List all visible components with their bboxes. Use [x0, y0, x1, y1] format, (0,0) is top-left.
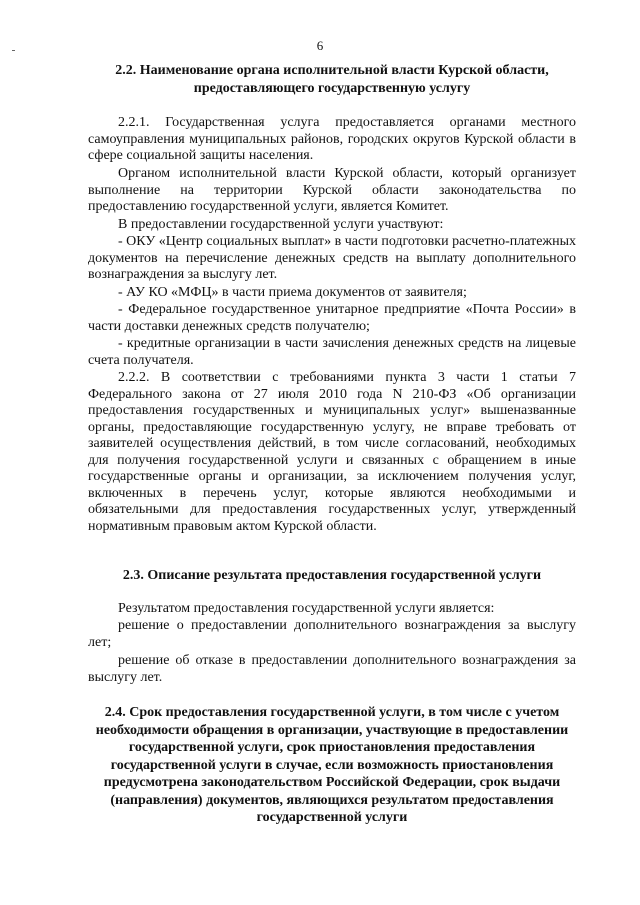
- paragraph: 2.2.1. Государственная услуга предоставляется органами местного самоуправления муниципальных районов, городских округов Курской области в сфере социальной защиты населения.: [88, 115, 576, 163]
- section-heading-2-2: 2.2. Наименование органа исполнительной власти Курской области, предоставляющего государственную услугу: [115, 63, 549, 96]
- paragraph: - кредитные организации в части зачисления денежных средств на лицевые счета получателя.: [88, 336, 576, 368]
- paragraph: - Федеральное государственное унитарное предприятие «Почта России» в части доставки денежных средств получателю;: [88, 302, 576, 334]
- section-heading-2-3: 2.3. Описание результата предоставления государственной услуги: [122, 568, 542, 583]
- paragraph: В предоставлении государственной услуги участвуют:: [118, 217, 444, 232]
- paragraph: Органом исполнительной власти Курской области, который организует выполнение на территории Курской области законодательства по предоставлению государственной услуги, является Комитет.: [88, 166, 576, 214]
- paragraph: 2.2.2. В соответствии с требованиями пункта 3 части 1 статьи 7 Федерального закона от 27 июля 2010 года N 210-ФЗ «Об организации предоставления государственных и муниципальных услуг» вышеназванные органы, предоставляющие государственную услугу, не вправе требовать от заявителей осуществления действий, в том числе согласований, необходимых для получения государственной услуги и связанных с обращением в иные государственные органы и организации, за исключением получения услуг, включенных в перечень услуг, которые являются необходимыми и обязательными для предоставления государственных услуг, утвержденный нормативным правовым актом Курской области.: [88, 370, 576, 534]
- paragraph: решение об отказе в предоставлении дополнительного вознаграждения за выслугу лет.: [88, 653, 576, 685]
- paragraph: - АУ КО «МФЦ» в части приема документов от заявителя;: [118, 285, 467, 300]
- page-number: 6: [316, 38, 324, 53]
- paragraph: решение о предоставлении дополнительного вознаграждения за выслугу лет;: [88, 618, 576, 650]
- paragraph: - ОКУ «Центр социальных выплат» в части подготовки расчетно-платежных документов на перечисление денежных средств на выплату дополнительного вознаграждения за выслугу лет.: [88, 234, 576, 282]
- section-heading-2-4: 2.4. Срок предоставления государственной услуги, в том числе с учетом необходимости обращения в организации, участвующие в предоставлении государственной услуги, срок приостановления предоставления государственной услуги в случае, если возможность приостановления предусмотрена законодательством Российской Федерации, срок выдачи (направления) документов, являющихся результатом предоставления государственной услуги: [95, 705, 569, 825]
- paragraph: Результатом предоставления государственной услуги является:: [118, 601, 495, 616]
